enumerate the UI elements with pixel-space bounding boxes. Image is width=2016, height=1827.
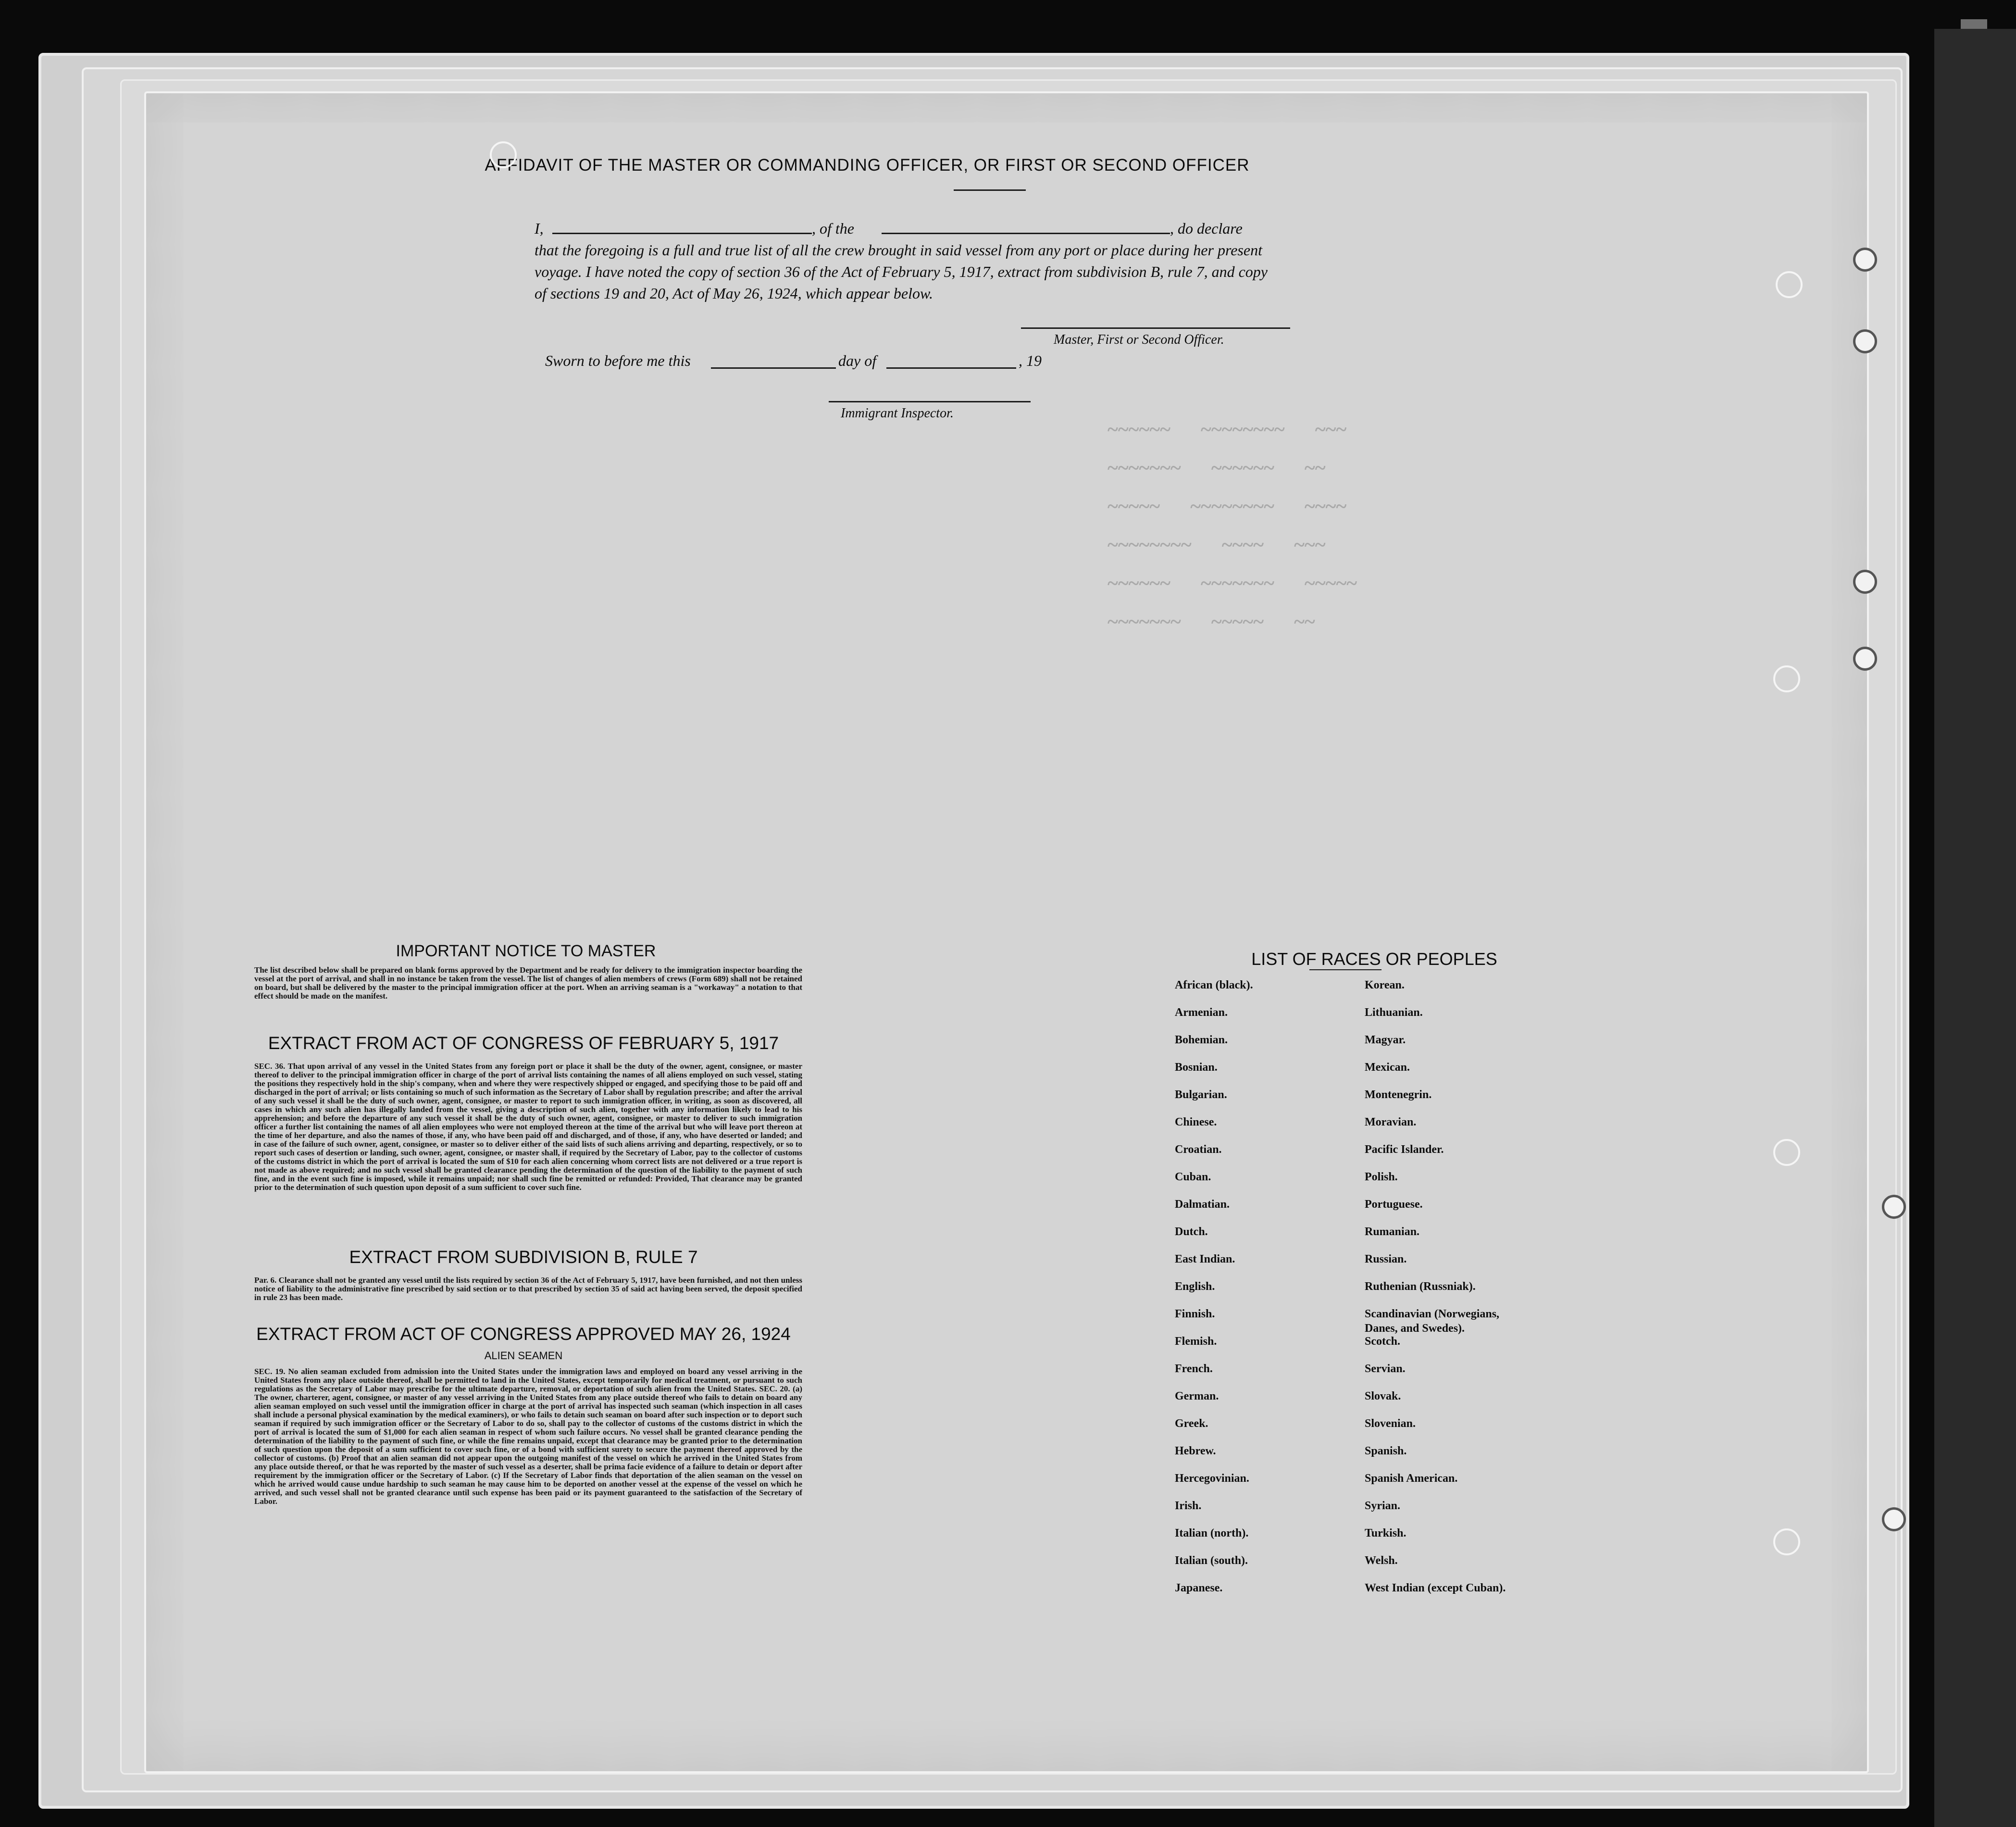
race-item: German. [1175, 1390, 1219, 1402]
race-item: Italian (south). [1175, 1554, 1248, 1567]
race-item: Scotch. [1365, 1335, 1400, 1348]
race-item: Bohemian. [1175, 1034, 1228, 1046]
title-rule [954, 189, 1026, 191]
binder-hole [1853, 570, 1877, 594]
race-item: Russian. [1365, 1253, 1407, 1265]
signature-label: Master, First or Second Officer. [1054, 332, 1224, 347]
binder-hole [1853, 647, 1877, 671]
race-item: English. [1175, 1280, 1215, 1293]
affidavit-title: AFFIDAVIT OF THE MASTER OR COMMANDING OFFICER, OR FIRST OR SECOND OFFICER [485, 156, 1250, 175]
race-item: Mexican. [1365, 1061, 1410, 1074]
race-item: Slovenian. [1365, 1417, 1416, 1430]
race-item: Cuban. [1175, 1171, 1211, 1183]
extract-1924-body: SEC. 19. No alien seaman excluded from admission into the United States under the immigration laws and employed on board any vessel arriving in the United States from any place outside thereof, shall be permitted to land in the United States, except temporarily for medical treatment, or pursuant to such regulations as the Secretary of Labor may prescribe for the ultimate departure, removal, or deportation of such alien from the United States. SEC. 20. (a) The owner, charterer, agent, consignee, or master of any vessel arriving in the United States from any place outside thereof who fails to detain on board any alien seaman employed on such vessel until the immigration officer in charge at the port of arrival has inspected such seaman (which inspection in all cases shall include a personal physical examination by the medical examiners), or who fails to detain such seaman on board after such inspection or to deport such seaman if required by such immigration officer or the Secretary of Labor to do so, shall pay to the collector of customs of the customs district in which the port of arrival is located the sum of $1,000 for each alien seaman in respect of whom such failure occurs. No vessel shall be granted clearance pending the determination of the liability to the payment of such fine, or while the fine remains unpaid, except that clearance may be granted prior to the determination of such question upon the deposit of a sum sufficient to cover such fine, or of a bond with sufficient surety to secure the payment thereof approved by the collector of customs. (b) Proof that an alien seaman did not appear upon the outgoing manifest of the vessel on which he arrived in the United States from any place outside thereof, or that he was reported by the master of such vessel as a deserter, shall be prima facie evidence of a failure to detain or deport after requirement by the immigration officer or the Secretary of Labor. (c) If the Secretary of Labor finds that deportation of the alien seaman on the vessel on which he arrived would cause undue hardship to such seaman he may cause him to be deported on another vessel at the expense of the vessel on which he arrived, and such vessel shall not be granted clearance until such expense has been paid or its payment guaranteed to the satisfaction of the Secretary of Labor. [254, 1367, 802, 1506]
vessel-name-line[interactable] [882, 233, 1170, 234]
affidavit-declare-label: , do declare [1170, 220, 1243, 237]
notice-title: IMPORTANT NOTICE TO MASTER [396, 942, 656, 960]
race-item: Spanish American. [1365, 1472, 1458, 1485]
races-title: LIST OF RACES OR PEOPLES [1251, 949, 1497, 969]
race-item: Flemish. [1175, 1335, 1217, 1348]
binder-hole [1882, 1195, 1906, 1219]
binder-hole [1882, 1507, 1906, 1531]
punch-hole-ring [1773, 1139, 1800, 1166]
binding-strip [1934, 29, 2016, 1827]
race-item: Syrian. [1365, 1500, 1401, 1512]
race-item: Lithuanian. [1365, 1006, 1423, 1019]
affidavit-line-4: of sections 19 and 20, Act of May 26, 1924, which appear below. [535, 285, 933, 302]
race-item: Polish. [1365, 1171, 1398, 1183]
extract-1917-title: EXTRACT FROM ACT OF CONGRESS OF FEBRUARY 5, 1917 [268, 1033, 779, 1053]
race-item: Irish. [1175, 1500, 1202, 1512]
punch-hole-ring [1773, 1528, 1800, 1555]
extract-1924-title: EXTRACT FROM ACT OF CONGRESS APPROVED MAY 26, 1924 [256, 1324, 791, 1344]
race-item: Slovak. [1365, 1390, 1401, 1402]
bleed-through-ghost: ~~~~~~ ~~~~~~~~ ~~~ ~~~~~~~ ~~~~~~ ~~ ~~~~~ ~~~~~~~~ ~~~~ ~~~~~~~~ ~~~~ ~~~ ~~~~~~ ~~~~~~~ ~~~~~ ~~~~~~~ ~~~~~ ~~ [1108, 419, 1357, 633]
race-item: Bosnian. [1175, 1061, 1218, 1074]
day-of-label: day of [838, 352, 877, 369]
race-item: East Indian. [1175, 1253, 1235, 1265]
race-item: Ruthenian (Russniak). [1365, 1280, 1476, 1293]
races-right-column [1365, 978, 1615, 1608]
race-item: Servian. [1365, 1363, 1406, 1375]
affidavit-of-the-label: , of the [812, 220, 854, 237]
race-item: Croatian. [1175, 1143, 1222, 1156]
affidavit-line-3: voyage. I have noted the copy of section 36 of the Act of February 5, 1917, extract from subdivision B, rule 7, and copy [535, 263, 1268, 280]
race-item: French. [1175, 1363, 1213, 1375]
sworn-month-line[interactable] [886, 367, 1016, 369]
race-item: Welsh. [1365, 1554, 1398, 1567]
race-item: Pacific Islander. [1365, 1143, 1444, 1156]
punch-hole-ring [1773, 665, 1800, 692]
race-item: Bulgarian. [1175, 1089, 1227, 1101]
affidavit-line-2: that the foregoing is a full and true list of all the crew brought in said vessel from any port or place during her present [535, 241, 1262, 259]
signature-line[interactable] [1021, 327, 1290, 329]
race-item: Chinese. [1175, 1116, 1217, 1128]
binder-hole [1853, 329, 1877, 353]
extract-rule7-body: Par. 6. Clearance shall not be granted any vessel until the lists required by section 36 of the Act of February 5, 1917, have been furnished, and not then unless notice of liability to the administrative fine prescribed by said section or to that prescribed by section 35 of said act having been served, the deposit specified in rule 23 has been made. [254, 1276, 802, 1302]
notice-body: The list described below shall be prepared on blank forms approved by the Department and be ready for delivery to the immigration inspector boarding the vessel at the port of arrival, and shall in no instance be taken from the vessel. The list of changes of alien members of crews (Form 689) shall not be retained on board, but shall be delivered by the master to the principal immigration officer at the port. When an arriving seaman is a "workaway" a notation to that effect should be made on the manifest. [254, 965, 802, 1001]
sworn-day-line[interactable] [711, 367, 836, 369]
race-item: Moravian. [1365, 1116, 1417, 1128]
manifest-page [144, 91, 1869, 1773]
race-item: Scandinavian (Norwegians, Danes, and Swedes). [1365, 1308, 1500, 1335]
race-item: Spanish. [1365, 1445, 1407, 1457]
race-item: Italian (north). [1175, 1527, 1249, 1539]
extract-1917-body: SEC. 36. That upon arrival of any vessel in the United States from any foreign port or place it shall be the duty of the owner, agent, consignee, or master thereof to deliver to the principal immigration officer in charge of the port of arrival lists containing the names of all aliens employed on such vessel, stating the positions they respectively hold in the ship's company, when and where they were respectively shipped or engaged, and specifying those to be paid off and discharged in the port of arrival; or lists containing so much of such information as the Secretary of Labor shall by regulation prescribe; and after the arrival of any such vessel it shall be the duty of such owner, agent, consignee, or master to report to such immigration officer, in writing, as soon as discovered, all cases in which any such alien has illegally landed from the vessel, giving a description of such alien, together with any information likely to lead to his apprehension; and before the departure of any such vessel it shall be the duty of such owner, agent, consignee, or master to deliver to such immigration officer a further list containing the names of all alien employees who were not employed thereon at the time of the arrival but who will leave port thereon at the time of her departure, and also the names of those, if any, who have been paid off and discharged, and of those, if any, who have deserted or landed; and in case of the failure of such owner, agent, consignee, or master so to deliver either of the said lists of such aliens arriving and departing, respectively, or so to report such cases of desertion or landing, such owner, agent, consignee, or master shall, if required by the Secretary of Labor, pay to the collector of customs of the customs district in which the port of arrival is located the sum of $10 for each alien concerning whom correct lists are not delivered or a true report is not made as above required; and no such vessel shall be granted clearance pending the determination of the question of the liability to the payment of such fine, and in the event such fine is imposed, while it remains unpaid; nor shall such fine be remitted or refunded: Provided, That clearance may be granted prior to the determination of such question upon deposit of a sum sufficient to cover such fine. [254, 1062, 802, 1192]
race-item: Dalmatian. [1175, 1198, 1230, 1211]
race-item: African (black). [1175, 979, 1253, 991]
race-item: Montenegrin. [1365, 1089, 1432, 1101]
race-item: Korean. [1365, 979, 1405, 991]
race-item: Finnish. [1175, 1308, 1215, 1320]
race-item: Magyar. [1365, 1034, 1406, 1046]
punch-hole-ring [1776, 271, 1803, 298]
master-name-line[interactable] [552, 233, 812, 234]
race-item: Portuguese. [1365, 1198, 1423, 1211]
races-left-column [1175, 978, 1367, 1608]
extract-rule7-title: EXTRACT FROM SUBDIVISION B, RULE 7 [349, 1247, 698, 1267]
race-item: Turkish. [1365, 1527, 1406, 1539]
race-item: West Indian (except Cuban). [1365, 1582, 1506, 1594]
race-item: Rumanian. [1365, 1226, 1420, 1238]
race-item: Japanese. [1175, 1582, 1223, 1594]
binder-hole [1853, 248, 1877, 272]
race-item: Armenian. [1175, 1006, 1228, 1019]
punch-hole-ring [490, 141, 517, 168]
races-title-rule [1309, 969, 1381, 970]
race-item: Hebrew. [1175, 1445, 1216, 1457]
affidavit-i-label: I, [535, 220, 544, 237]
inspector-signature-line[interactable] [829, 401, 1031, 402]
sworn-label: Sworn to before me this [545, 352, 691, 369]
race-item: Dutch. [1175, 1226, 1208, 1238]
extract-1924-subtitle: ALIEN SEAMEN [484, 1350, 563, 1362]
race-item: Hercegovinian. [1175, 1472, 1249, 1485]
race-item: Greek. [1175, 1417, 1208, 1430]
inspector-label: Immigrant Inspector. [841, 406, 954, 421]
year-label: , 19 [1019, 352, 1042, 369]
